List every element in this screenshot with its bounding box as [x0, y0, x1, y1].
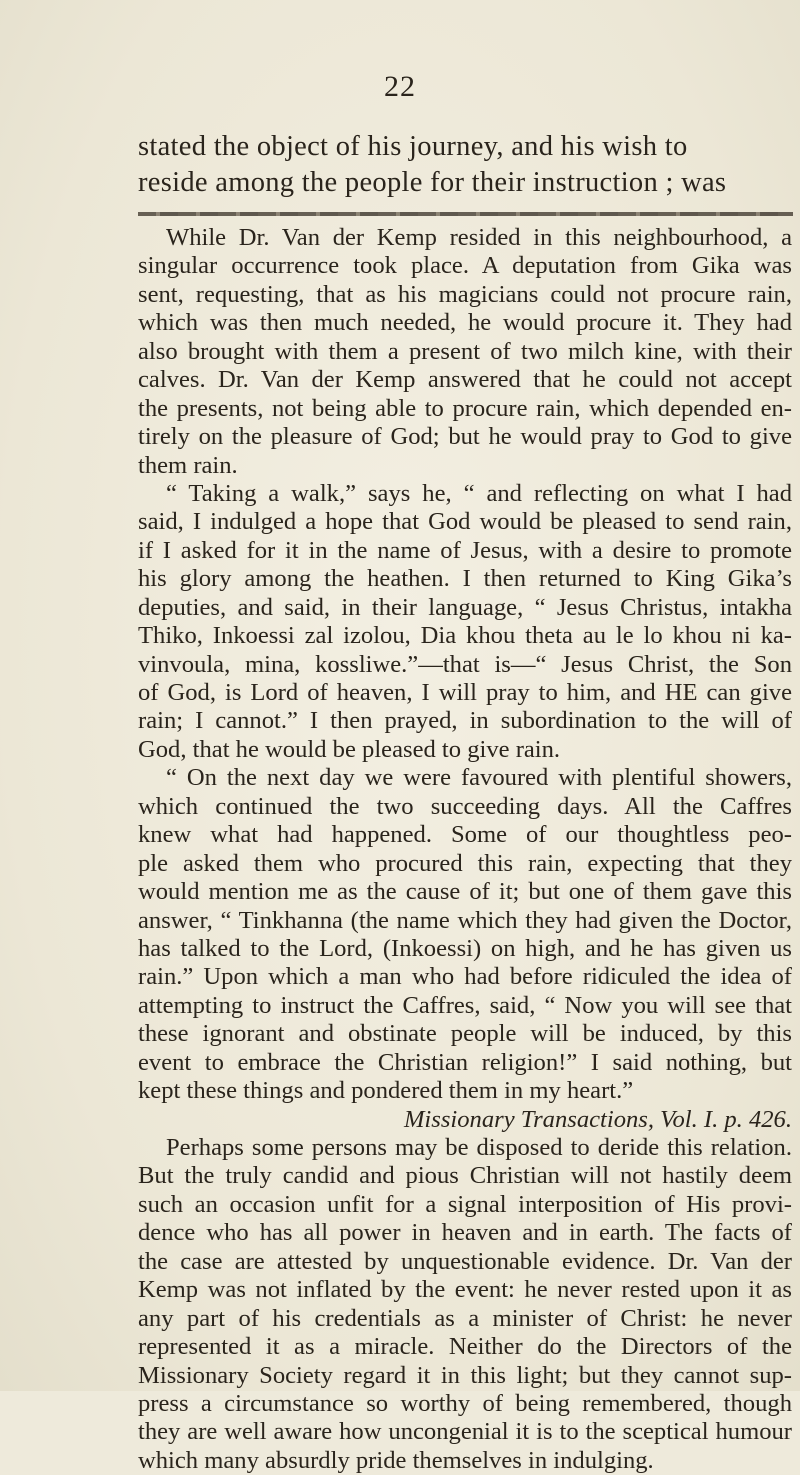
- text-line: the presents, not being able to procure rain, which depended en-: [138, 394, 792, 422]
- text-line: rain.” Upon which a man who had before ridiculed the idea of: [138, 963, 792, 991]
- text-line: attempting to instruct the Caffres, said, “ Now you will see that: [138, 991, 792, 1019]
- text-line: tirely on the pleasure of God; but he would pray to God to give: [138, 423, 792, 451]
- text-line: kept these things and pondered them in my heart.”: [138, 1077, 634, 1105]
- text-line: Missionary Society regard it in this light; but they cannot sup-: [138, 1361, 792, 1389]
- text-line: any part of his credentials as a minister of Christ: he never: [138, 1304, 792, 1332]
- text-line: which many absurdly pride themselves in indulging.: [138, 1446, 654, 1474]
- text-line: “ On the next day we were favoured with plentiful showers,: [166, 764, 792, 792]
- text-line: if I asked for it in the name of Jesus, with a desire to promote: [138, 536, 792, 564]
- text-line: the case are attested by unquestionable evidence. Dr. Van der: [138, 1247, 792, 1275]
- text-line: deputies, and said, in their language, “ Jesus Christus, intakha: [138, 593, 792, 621]
- text-line: sent, requesting, that as his magicians could not procure rain,: [138, 280, 792, 308]
- text-line: reside among the people for their instruction ; was: [138, 167, 727, 198]
- citation-line: Missionary Transactions, Vol. I. p. 426.: [403, 1105, 792, 1133]
- text-line: knew what had happened. Some of our thoughtless peo-: [138, 821, 792, 849]
- text-line: rain; I cannot.” I then prayed, in subordination to the will of: [138, 707, 792, 735]
- text-line: calves. Dr. Van der Kemp answered that he could not accept: [138, 366, 792, 394]
- page-cut-divider: [138, 212, 793, 216]
- text-line: also brought with them a present of two milch kine, with their: [138, 337, 792, 365]
- text-line: Kemp was not inflated by the event: he never rested upon it as: [138, 1276, 792, 1304]
- text-line: such an occasion unfit for a signal interposition of His provi-: [138, 1190, 792, 1218]
- text-line: stated the object of his journey, and his wish to: [138, 131, 688, 162]
- text-line: would mention me as the cause of it; but one of them gave this: [138, 878, 792, 906]
- text-line: they are well aware how uncongenial it is to the sceptical humour: [138, 1418, 792, 1446]
- text-line: of God, is Lord of heaven, I will pray to him, and HE can give: [138, 679, 792, 706]
- text-line: event to embrace the Christian religion!” I said nothing, but: [138, 1048, 792, 1076]
- text-line: Perhaps some persons may be disposed to deride this relation.: [166, 1134, 792, 1161]
- text-line: his glory among the heathen. I then returned to King Gika’s: [138, 565, 792, 593]
- text-line: But the truly candid and pious Christian will not hastily deem: [138, 1162, 792, 1190]
- text-line: “ Taking a walk,” says he, “ and reflecting on what I had: [166, 479, 792, 507]
- text-line: God, that he would be pleased to give rain.: [138, 735, 561, 763]
- text-line: ple asked them who procured this rain, expecting that they: [138, 849, 792, 877]
- text-line: Thiko, Inkoessi zal izolou, Dia khou theta au le lo khou ni ka-: [138, 622, 792, 650]
- text-line: which continued the two succeeding days. All the Caffres: [138, 792, 792, 820]
- continuation-text: [138, 129, 793, 201]
- text-line: represented it as a miracle. Neither do the Directors of the: [138, 1333, 792, 1361]
- text-line: them rain.: [138, 451, 238, 479]
- text-line: said, I indulged a hope that God would be pleased to send rain,: [138, 508, 792, 536]
- text-line: While Dr. Van der Kemp resided in this neighbourhood, a: [166, 224, 792, 251]
- text-line: press a circumstance so worthy of being remembered, though: [138, 1389, 792, 1417]
- body-text: [138, 224, 792, 1475]
- text-line: dence who has all power in heaven and in earth. The facts of: [138, 1219, 792, 1247]
- text-line: these ignorant and obstinate people will be induced, by this: [138, 1020, 792, 1048]
- text-line: which was then much needed, he would procure it. They had: [138, 309, 792, 337]
- text-line: answer, “ Tinkhanna (the name which they had given the Doctor,: [138, 906, 792, 934]
- text-line: vinvoula, mina, kossliwe.”—that is—“ Jesus Christ, the Son: [138, 650, 792, 678]
- text-line: has talked to the Lord, (Inkoessi) on high, and he has given us: [138, 934, 792, 962]
- text-line: singular occurrence took place. A deputation from Gika was: [138, 252, 792, 280]
- page-number: 22: [384, 70, 416, 103]
